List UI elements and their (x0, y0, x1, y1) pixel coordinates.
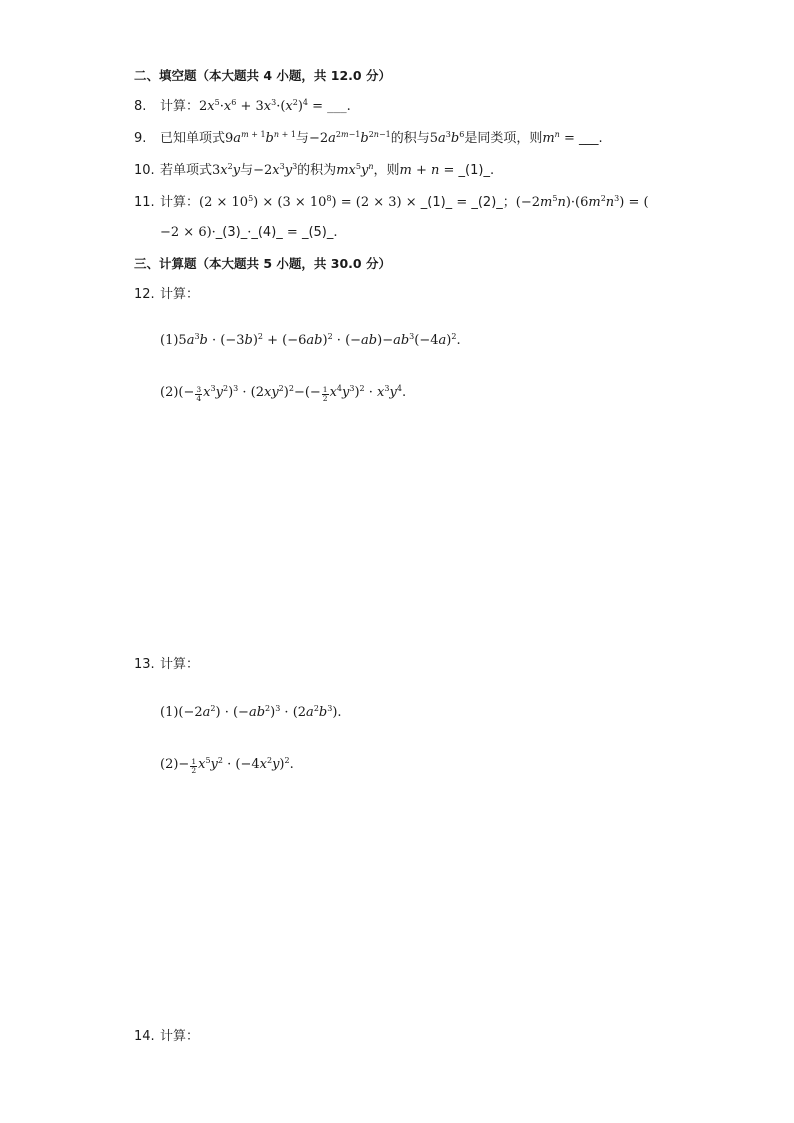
question-text: 是同类项，则 (464, 131, 543, 146)
formula-9b: $-2a^{2m-1}b^{2n-1}$ (308, 130, 391, 146)
question-text: 的积与 (390, 131, 430, 146)
formula-8: $2x^5\cdot x^6 + 3x^3\cdot(x^2)^4$ = ___. (199, 98, 351, 114)
question-label: 计算： (160, 287, 200, 302)
question-12-part-1: $(1)5a^3b \cdot (-3b)^2 + (-6ab)^2 \cdot (-ab)-ab^3(-4a)^2$. (160, 332, 461, 348)
formula-10c: $mx^5y^n$ (336, 162, 374, 178)
question-text: 若单项式 (160, 163, 213, 178)
section-heading-fill-in: 二、填空题（本大题共 4 小题，共 12.0 分） (134, 68, 391, 83)
formula-10d: m + n = (399, 163, 459, 178)
formula-9d: $m^n$ = (542, 130, 579, 146)
answer-blank: ___. (578, 131, 603, 146)
question-8 (134, 98, 351, 116)
question-9 (134, 130, 603, 148)
question-13 (134, 656, 199, 674)
question-label: 计算： (160, 1029, 200, 1044)
formula-10b: $-2x^3y^3$ (253, 162, 298, 178)
question-text: 的积为 (297, 163, 337, 178)
question-number: 12. (134, 287, 155, 302)
question-11-continued: −2 × 6)·_(3)_·_(4)_ = _(5)_. (160, 225, 338, 240)
question-label: 计算： (160, 99, 200, 114)
answer-blank: _(1)_. (458, 163, 495, 178)
question-number: 8. (134, 99, 147, 114)
question-number: 11. (134, 195, 155, 210)
question-text: 已知单项式 (160, 131, 226, 146)
question-label: 计算： (160, 657, 200, 672)
question-text: 与 (240, 163, 254, 178)
question-13-part-1: $(1)(-2a^2) \cdot (-ab^2)^3 \cdot (2a^2b^3)$. (160, 704, 342, 720)
formula-10a: $3x^2y$ (212, 162, 241, 178)
question-label: 计算： (160, 195, 200, 210)
formula-9c: $5a^3b^6$ (429, 130, 465, 146)
question-14 (134, 1028, 199, 1046)
formula-9a: $9a^{m + 1}b^{n + 1}$ (225, 130, 296, 146)
question-10 (134, 162, 494, 180)
answer-blank: _(3)_ (215, 225, 248, 240)
question-13-part-2: (2)− $\frac{1}{2}$ $x^5y^2 \cdot (-4x^2y)^2$. (160, 756, 294, 775)
answer-blank: _(2)_ (471, 195, 503, 210)
question-number: 9. (134, 131, 147, 146)
section-heading-calculation: 三、计算题（本大题共 5 小题，共 30.0 分） (134, 256, 391, 271)
answer-blank: _(5)_ (301, 225, 334, 240)
question-12-part-2: (2)(− $\frac{3}{4}$ $x^3y^2)^3 \cdot (2xy^2)^2-(-$ $\frac{1}{2}$ $x^4y^3)^2 \cdot x^3y^4$. (160, 384, 407, 403)
answer-blank: _(1)_ (420, 195, 453, 210)
question-number: 10. (134, 163, 155, 178)
question-12 (134, 286, 199, 304)
question-number: 13. (134, 657, 155, 672)
question-text: 与 (295, 131, 309, 146)
formula-11a: $(2 \times 10^5) \times (3 \times 10^8) = (2 \times 3)$ × (199, 194, 421, 210)
question-number: 14. (134, 1029, 155, 1044)
question-11: 11. 计算：$(2 \times 10^5) \times (3 \times 10^8) = (2 \times 3)$ × _(1)_ = _(2)_；$(-2m^5n)\cdot(6m^2n^3)$ = ( (134, 194, 649, 210)
question-text: ，则 (373, 163, 400, 178)
answer-blank: _(4)_ (251, 225, 283, 240)
